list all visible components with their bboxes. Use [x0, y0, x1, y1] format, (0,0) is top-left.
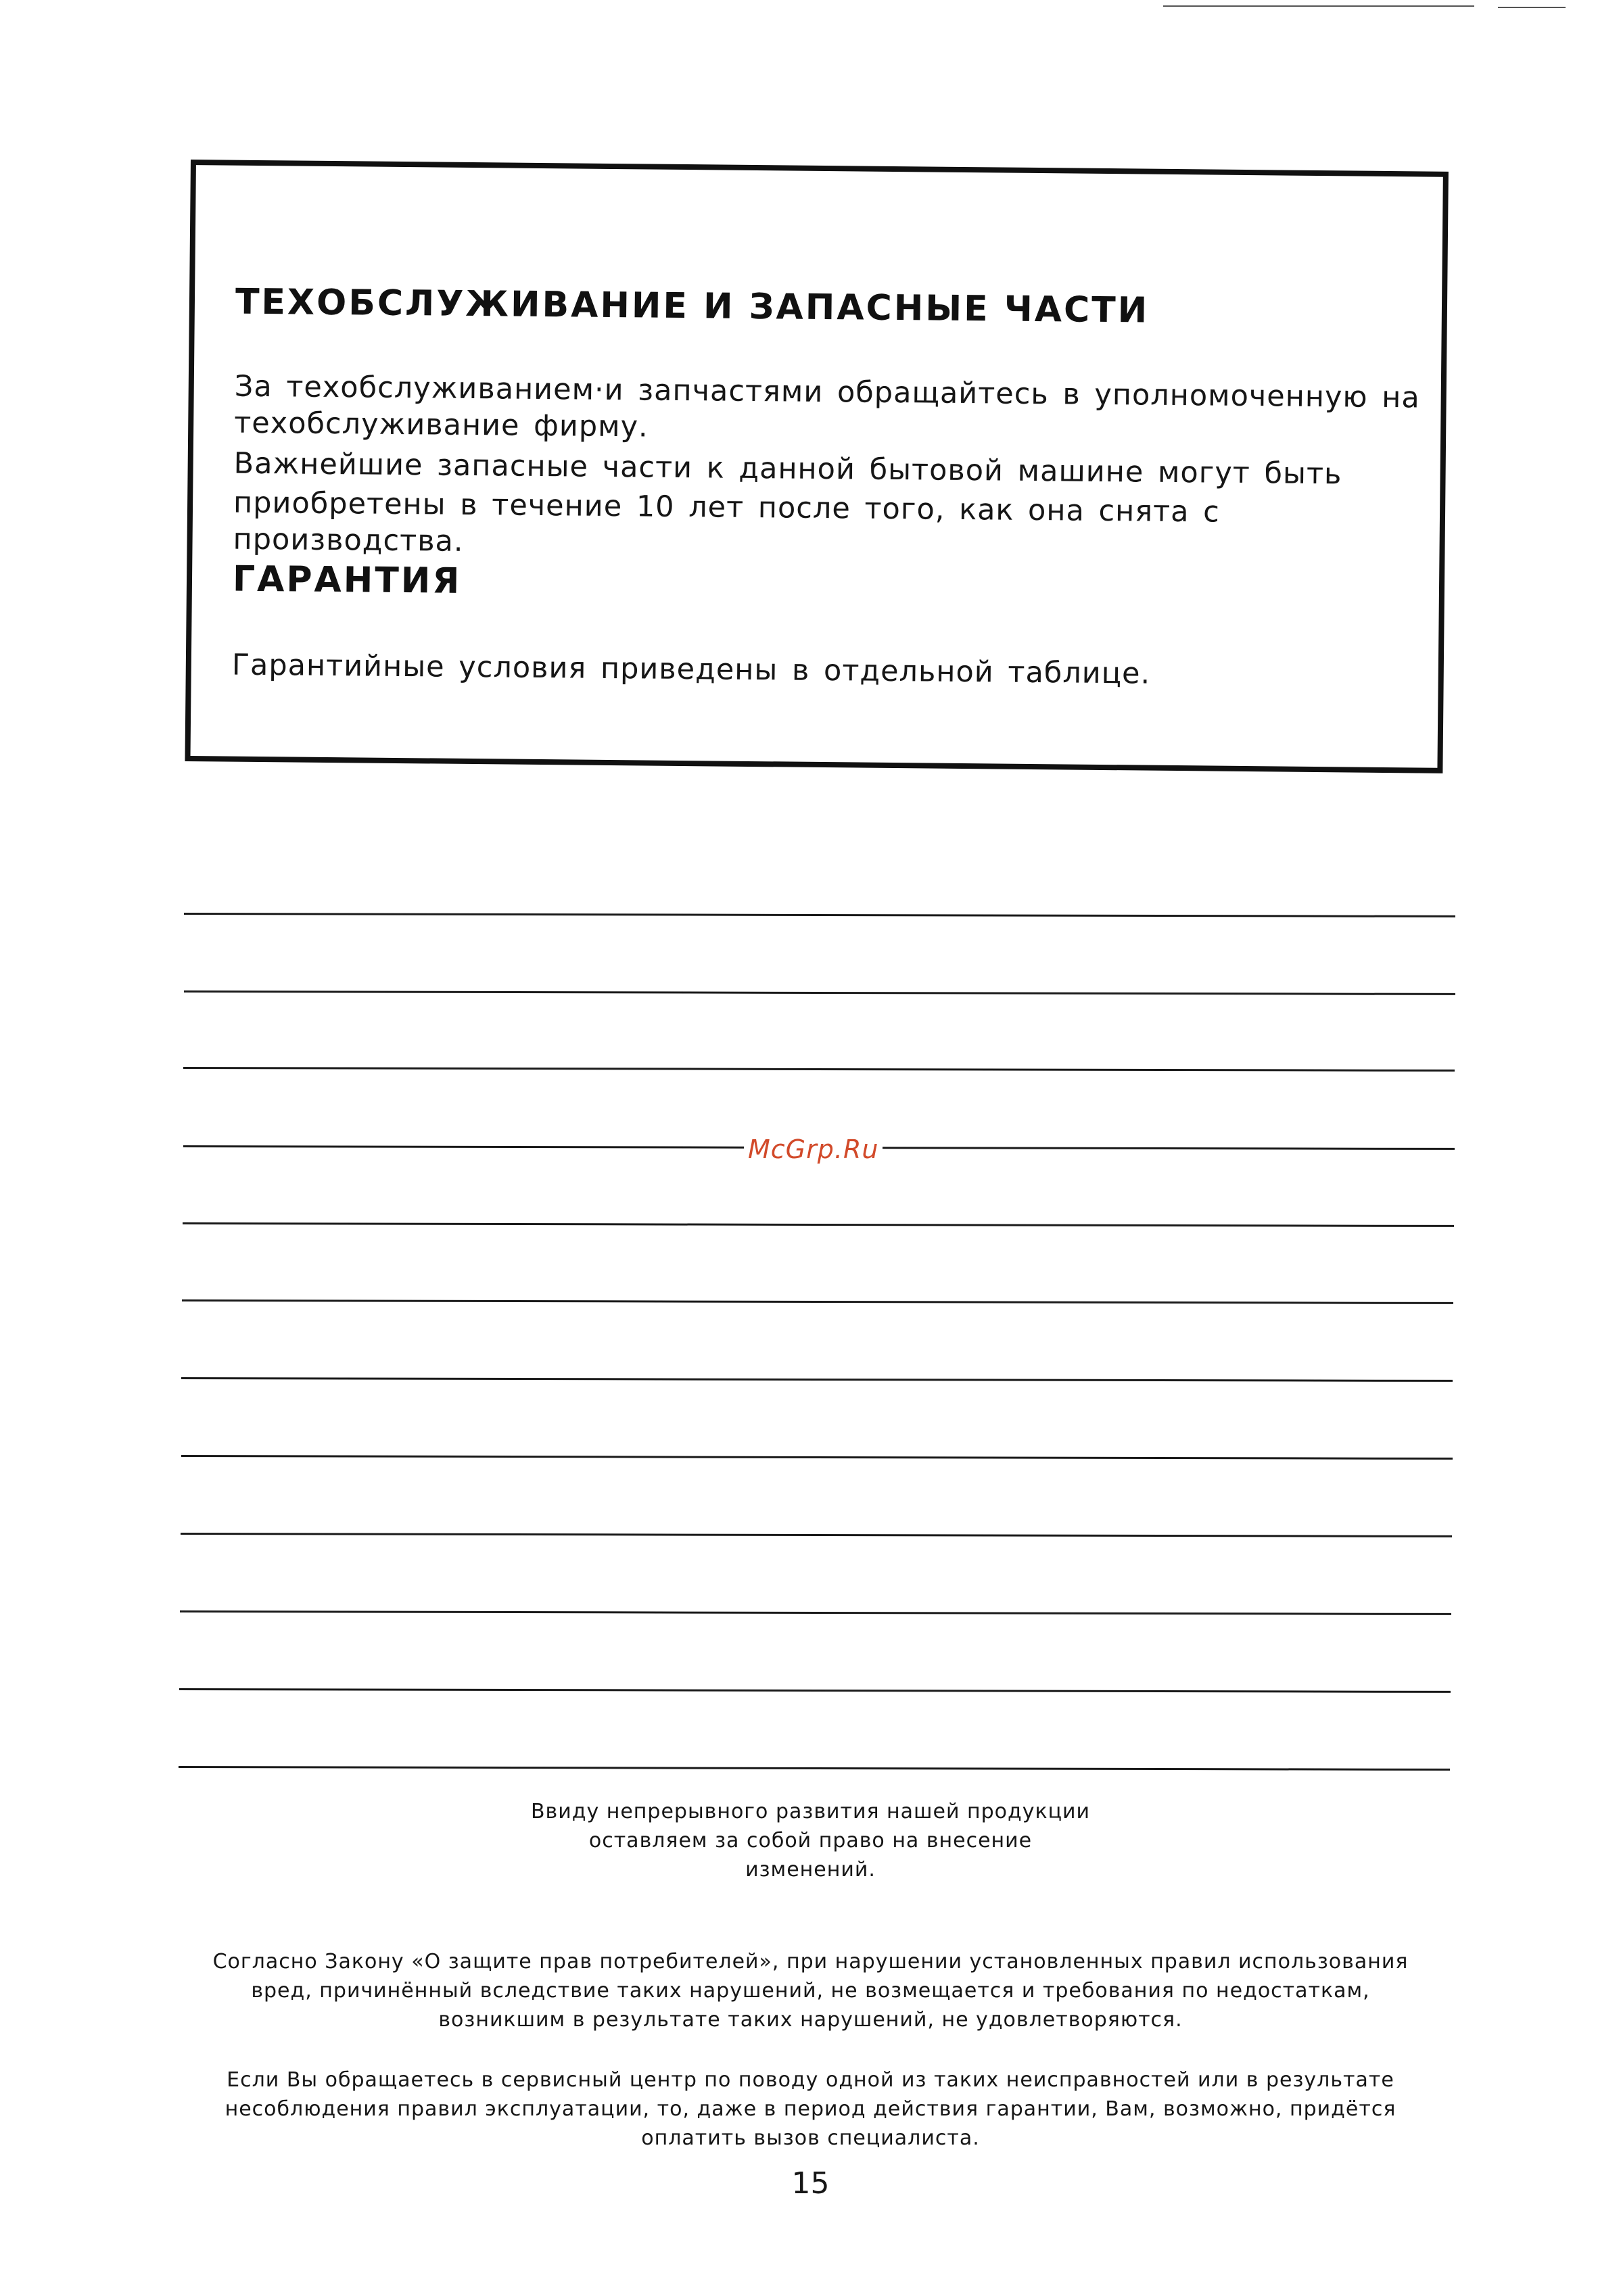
law-notice-line: вред, причинённый вследствие таких нарушений, не возмещается и требования по недостаткам,	[251, 1979, 1370, 2003]
law-notice-line: возникшим в результате таких нарушений, не удовлетворяются.	[438, 2008, 1183, 2032]
notice-box	[185, 160, 1448, 773]
warranty-text: Гарантийные условия приведены в отдельной таблице.	[231, 648, 1151, 691]
law-notice	[0, 1947, 1621, 2034]
note-line	[179, 1766, 1450, 1771]
changes-notice-line: изменений.	[745, 1858, 876, 1882]
service-center-notice-line: Если Вы обращаетесь в сервисный центр по поводу одной из таких неисправностей или в результате	[227, 2068, 1394, 2092]
note-line	[181, 1377, 1453, 1382]
note-line	[184, 913, 1455, 917]
note-line	[181, 1455, 1453, 1460]
scan-mark	[1498, 7, 1566, 8]
note-line	[183, 1222, 1454, 1227]
watermark-text: McGrp.Ru	[744, 1134, 883, 1164]
note-line	[182, 1299, 1453, 1304]
note-line	[183, 1067, 1455, 1072]
scan-mark	[1163, 5, 1474, 7]
service-paragraph-line: приобретены в течение 10 лет после того, как она снята с производства.	[233, 485, 1221, 558]
service-paragraph-line: За техобслуживанием·и запчастями обращайтесь в уполномоченную на	[234, 369, 1421, 415]
changes-notice-line: Ввиду непрерывного развития нашей продукции	[530, 1800, 1091, 1823]
service-paragraph-line: Важнейшие запасные части к данной бытовой машине могут быть	[233, 446, 1342, 492]
service-paragraph-line: техобслуживание фирму.	[234, 406, 649, 444]
note-line	[181, 1533, 1452, 1537]
note-line	[184, 990, 1455, 995]
changes-notice-line: оставляем за собой право на внесение	[588, 1829, 1033, 1852]
warranty-heading: ГАРАНТИЯ	[232, 558, 462, 602]
note-line	[180, 1610, 1451, 1615]
service-center-notice-line: несоблюдения правил эксплуатации, то, даже в период действия гарантии, Вам, возможно, придётся	[225, 2097, 1396, 2121]
law-notice-line: Согласно Закону «О защите прав потребителей», при нарушении установленных правил использования	[212, 1950, 1409, 1974]
service-heading: ТЕХОБСЛУЖИВАНИЕ И ЗАПАСНЫЕ ЧАСТИ	[235, 281, 1150, 331]
note-line	[179, 1688, 1451, 1693]
changes-notice	[0, 1797, 1621, 1884]
page-number: 15	[791, 2166, 830, 2201]
service-center-notice	[0, 2065, 1621, 2153]
service-center-notice-line: оплатить вызов специалиста.	[641, 2126, 980, 2150]
